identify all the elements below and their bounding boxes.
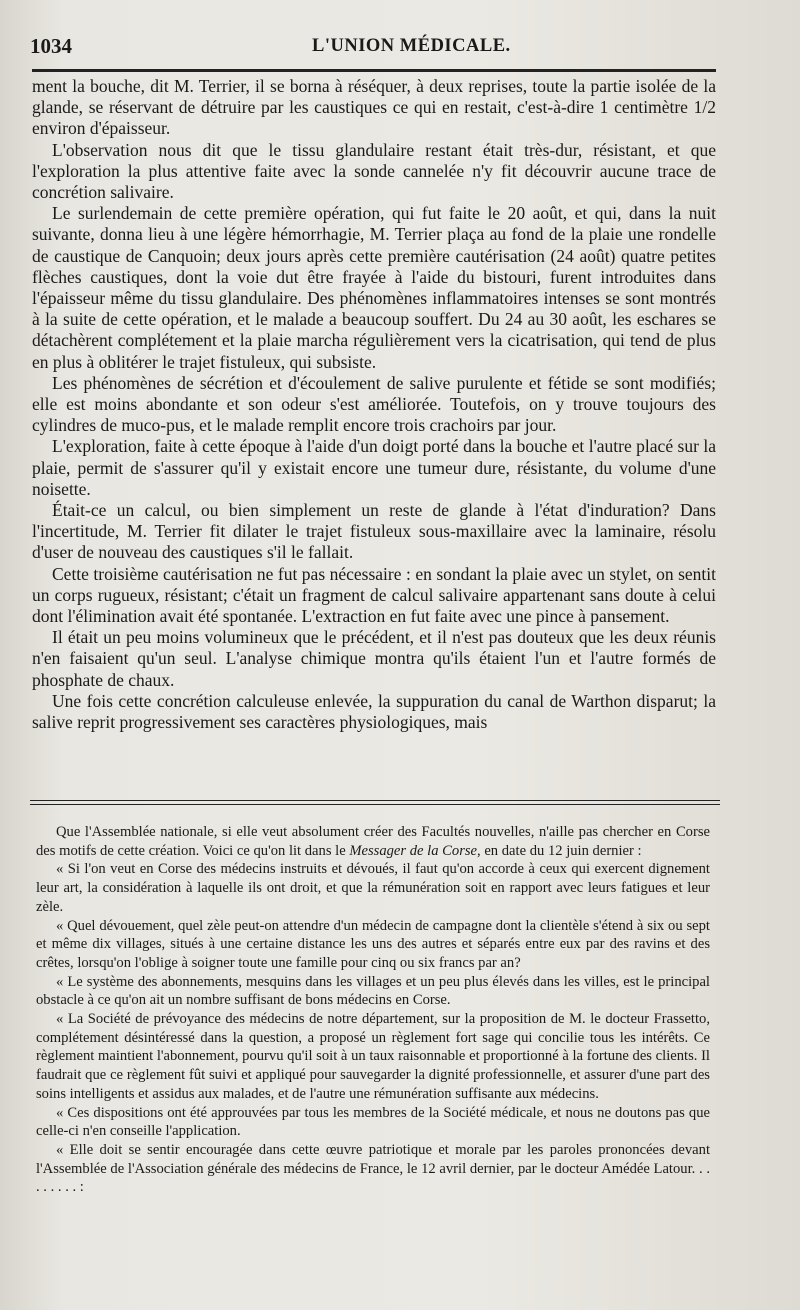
main-text xyxy=(32,76,716,733)
newspaper-title: Messager de la Corse xyxy=(349,842,478,859)
feuilleton-text xyxy=(36,823,710,1197)
paragraph: L'exploration, faite à cette époque à l'aide d'un doigt porté dans la bouche et l'autre placé sur la plaie, permit de s'assurer qu'il y existait encore une tumeur dure, résistante, du volume d'une noisette. xyxy=(32,436,716,499)
footnote-paragraph xyxy=(36,823,710,860)
footnote-text: Que l'Assemblée nationale, si elle veut absolument créer des Facultés nouvelles, n'aille pas chercher en Corse des motifs de cette création. Voici ce qu'on lit dans le xyxy=(36,824,710,859)
footnote-separator xyxy=(30,800,720,805)
header-rule xyxy=(32,69,716,72)
footnote-paragraph: « Quel dévouement, quel zèle peut-on attendre d'un médecin de campagne dont la clientèle s'étend à six ou sept et même dix villages, situés à une certaine distance les uns des autres et séparés entre eux par des ravins et des crêtes, lorsqu'on l'oblige à soigner toute une famille pour cinq ou six francs par an? xyxy=(36,917,710,971)
page-header xyxy=(30,34,730,64)
paragraph: Une fois cette concrétion calculeuse enlevée, la suppuration du canal de Warthon disparut; la salive reprit progressivement ses caractères physiologiques, mais xyxy=(32,690,716,733)
paragraph: Il était un peu moins volumineux que le précédent, et il n'est pas douteux que les deux réunis n'en faisaient qu'un seul. L'analyse chimique montra qu'ils étaient l'un et l'autre formés de phosphate de chaux. xyxy=(32,627,716,690)
paragraph: Les phénomènes de sécrétion et d'écoulement de salive purulente et fétide se sont modifiés; elle est moins abondante et son odeur s'est améliorée. Toutefois, on y trouve toujours des cylindres de muco-pus, et le malade remplit encore trois crachoirs par jour. xyxy=(32,372,716,436)
paragraph: Cette troisième cautérisation ne fut pas nécessaire : en sondant la plaie avec un stylet, on sentit un corps rugueux, résistant; c'était un fragment de calcul salivaire appartenant sans doute à celui dont l'élimination avait été spontanée. L'extraction en fut faite avec une pince à pansement. xyxy=(32,563,716,627)
footnote-paragraph: « Le système des abonnements, mesquins dans les villages et un peu plus élevés dans les villes, est le principal obstacle à ce qu'on ait un nombre suffisant de bons médecins en Corse. xyxy=(36,973,710,1009)
paragraph: Le surlendemain de cette première opération, qui fut faite le 20 août, et qui, dans la nuit suivante, donna lieu à une légère hémorrhagie, M. Terrier plaça au fond de la plaie une rondelle de caustique de Canquoin; deux jours après cette première cautérisation (24 août) quatre petites flèches caustiques, dont la voie dut être frayée à l'aide du bistouri, furent introduites dans l'épaisseur même du tissu glandulaire. Des phénomènes inflammatoires intenses se sont montrés à la suite de cette opération, et le malade a beaucoup souffert. Du 24 au 30 août, les eschares se détachèrent complétement et la plaie marcha régulièrement vers la cicatrisation, qui tend de plus en plus à oblitérer le trajet fistuleux, qui subsiste. xyxy=(32,203,716,372)
footnote-paragraph: « Ces dispositions ont été approuvées par tous les membres de la Société médicale, et nous ne doutons pas que celle-ci n'en conseille l'application. xyxy=(36,1104,710,1140)
footnote-paragraph: « Si l'on veut en Corse des médecins instruits et dévoués, il faut qu'on accorde à ceux qui exercent dignement leur art, la considération à laquelle ils ont droit, et que la rémunération soit en rapport avec leurs fatigues et leur zèle. xyxy=(36,861,710,915)
paragraph: Était-ce un calcul, ou bien simplement un reste de glande à l'état d'induration? Dans l'incertitude, M. Terrier fit dilater le trajet fistuleux sous-maxillaire avec la laminaire, résolu d'user de nouveau des caustiques s'il le fallait. xyxy=(32,500,716,563)
paragraph: ment la bouche, dit M. Terrier, il se borna à réséquer, à deux reprises, toute la partie isolée de la glande, se réservant de détruire par les caustiques ce qui en restait, c'est-à-dire 1 centimètre 1/2 environ d'épaisseur. xyxy=(32,76,716,139)
footnote-paragraph: « La Société de prévoyance des médecins de notre département, sur la proposition de M. le docteur Frassetto, complétement désintéressé dans la question, a proposé un règlement fort sage qui concilie tous les intérêts. Ce règlement maintient l'abonnement, pourvu qu'il soit à un taux raisonnable et proportionné à la fortune des clients. Il faudrait que ce règlement fût suivi et appliqué pour sauvegarder la dignité professionnelle, et assurer d'une part des soins intelligents et assidus aux malades, et de l'autre une rémunération suffisante aux médecins. xyxy=(36,1011,710,1102)
footnote-paragraph: « Elle doit se sentir encouragée dans cette œuvre patriotique et morale par les paroles prononcées devant l'Assemblée de l'Association générale des médecins de France, le 12 avril dernier, par le docteur Amédée Latour. . . . . . . . . : xyxy=(36,1141,710,1196)
running-title: L'UNION MÉDICALE. xyxy=(312,36,511,56)
page-number: 1034 xyxy=(30,34,72,58)
footnote-text: , en date du 12 juin dernier : xyxy=(477,842,642,859)
paragraph: L'observation nous dit que le tissu glandulaire restant était très-dur, résistant, et que l'exploration la plus attentive faite avec la sonde cannelée n'y fit découvrir aucune trace de concrétion salivaire. xyxy=(32,139,716,203)
